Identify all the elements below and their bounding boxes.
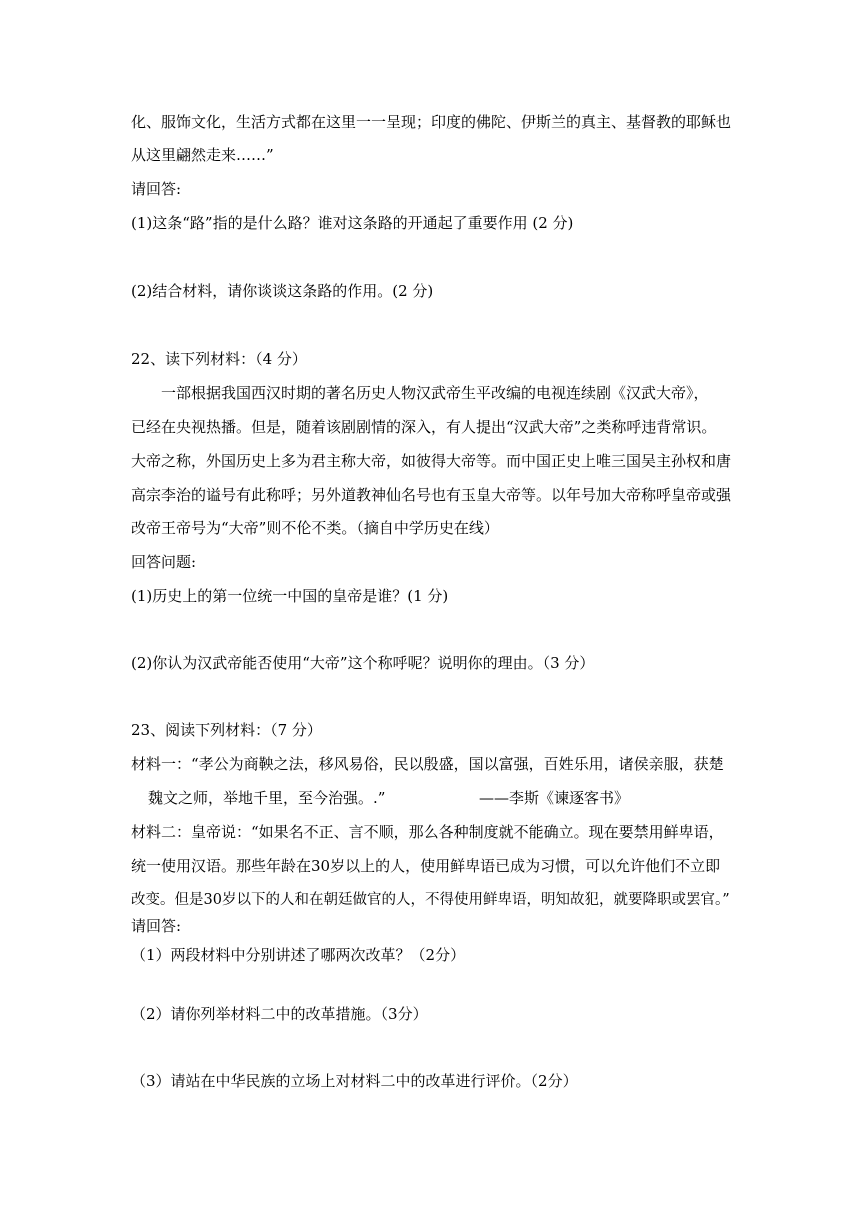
- q22-para-line-3: 大帝之称，外国历史上多为君主称大帝，如彼得大帝等。而中国正史上唯三国吴主孙权和唐: [131, 452, 732, 470]
- q22-para-line-1: 一部根据我国西汉时期的著名历史人物汉武帝生平改编的电视连续剧《汉武大帝》，: [161, 384, 709, 402]
- q22-prompt: 回答问题:: [131, 553, 197, 571]
- intro-line-1: 化、服饰文化，生活方式都在这里一一呈现；印度的佛陀、伊斯兰的真主、基督教的耶稣也: [131, 113, 732, 131]
- q22-para-line-5: 改帝王帝号为“大帝”则不伦不类。（摘自中学历史在线）: [131, 519, 499, 537]
- q23-prompt: 请回答:: [131, 917, 182, 935]
- q23-sub2: （2）请你列举材料二中的改革措施。（3分）: [131, 1005, 428, 1023]
- q21-sub1: (1)这条“路”指的是什么路？谁对这条路的开通起了重要作用 (2 分): [131, 214, 574, 232]
- q22-sub1: (1)历史上的第一位统一中国的皇帝是谁？(1 分): [131, 587, 449, 605]
- q23-material1-line-1: 材料一：“孝公为商鞅之法，移风易俗，民以殷盛，国以富强，百姓乐用，诸侯亲服，获楚: [131, 755, 724, 773]
- q23-material2-line-3: 改变。但是30岁以下的人和在朝廷做官的人，不得使用鲜卑语，明知故犯，就要降职或罢官。”: [131, 892, 730, 908]
- q23-sub1: （1）两段材料中分别讲述了哪两次改革？（2分）: [131, 946, 466, 964]
- q21-prompt: 请回答:: [131, 180, 182, 198]
- q22-para-line-4: 高宗李治的谥号有此称呼；另外道教神仙名号也有玉皇大帝等。以年号加大帝称呼皇帝或强: [131, 486, 732, 504]
- q22-heading: 22、读下列材料：（4 分）: [131, 350, 307, 368]
- q23-material1-source: ——李斯《谏逐客书》: [479, 789, 630, 807]
- q23-material2-line-1: 材料二：皇帝说：“如果名不正、言不顺，那么各种制度就不能确立。现在要禁用鲜卑语，: [131, 823, 724, 841]
- q23-material2-line-2: 统一使用汉语。那些年龄在30岁以上的人，使用鲜卑语已成为习惯，可以允许他们不立即: [131, 857, 721, 875]
- q23-heading: 23、阅读下列材料：（7 分）: [131, 721, 322, 739]
- q22-para-line-2: 已经在央视热播。但是，随着该剧剧情的深入，有人提出“汉武大帝”之类称呼违背常识。: [131, 418, 717, 436]
- q23-sub3: （3）请站在中华民族的立场上对材料二中的改革进行评价。（2分）: [131, 1072, 578, 1090]
- q22-sub2: (2)你认为汉武帝能否使用“大帝”这个称呼呢？说明你的理由。（3 分）: [131, 654, 595, 672]
- intro-line-2: 从这里翩然走来……”: [131, 146, 274, 164]
- q21-sub2: (2)结合材料，请你谈谈这条路的作用。(2 分): [131, 282, 434, 300]
- q23-material1-line-2: 魏文之师，举地千里，至今治强。.”: [148, 789, 386, 807]
